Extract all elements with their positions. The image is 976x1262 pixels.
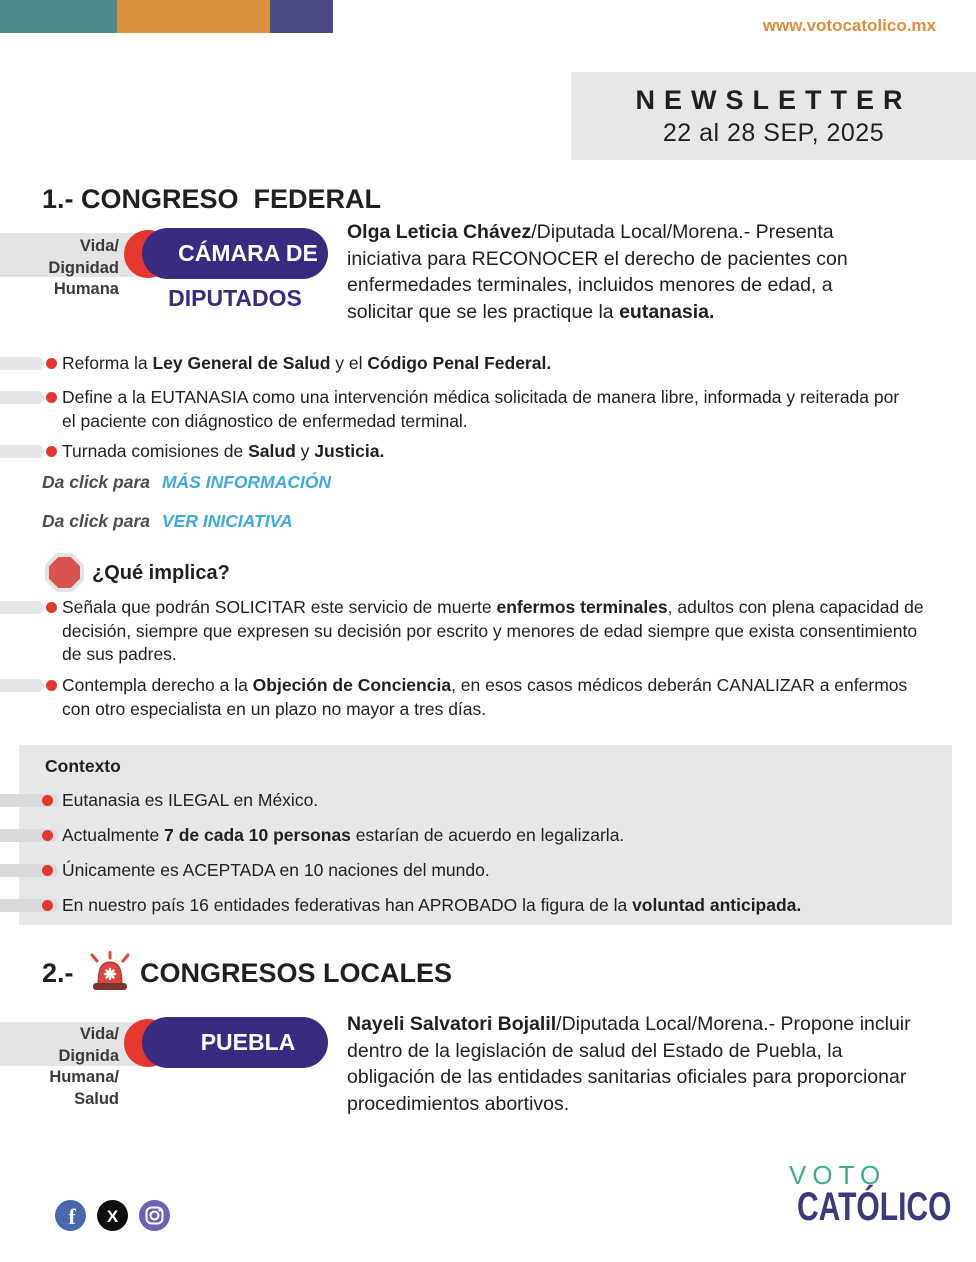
bullet-bar <box>0 391 44 404</box>
link-prefix: Da click para <box>42 511 150 531</box>
contexto-bullet <box>0 894 900 918</box>
facebook-icon[interactable] <box>55 1200 86 1231</box>
bullet-text: Eutanasia es ILEGAL en México. <box>62 790 319 810</box>
contexto-title: Contexto <box>45 756 121 776</box>
section1-heading: 1.- CONGRESO FEDERAL <box>42 184 382 214</box>
bullet-red-dot-icon <box>46 680 57 691</box>
mas-informacion-link[interactable]: MÁS INFORMACIÓN <box>161 472 332 492</box>
ver-iniciativa-link[interactable]: VER INICIATIVA <box>161 511 293 531</box>
state-pill: PUEBLA <box>142 1017 328 1068</box>
tag-line: Dignida <box>58 1046 119 1065</box>
que-implica-title: ¿Qué implica? <box>92 562 230 584</box>
topbar-orange-block <box>117 0 270 33</box>
bullet-red-dot-icon <box>46 358 57 369</box>
link-row <box>42 472 331 493</box>
tag-line: Vida/ <box>79 237 119 255</box>
chamber-pill-sublabel: DIPUTADOS <box>168 285 302 311</box>
bullet-text: Únicamente es ACEPTADA en 10 naciones del mundo. <box>62 860 490 880</box>
bullet-text: Actualmente 7 de cada 10 personas estarían de acuerdo en legalizarla. <box>62 825 625 845</box>
bullet-text: Define a la EUTANASIA como una intervención médica solicitada de manera libre, informada y reiterada por el paciente con diágnostico de enfermedad terminal. <box>62 387 900 431</box>
section2-intro-paragraph: Nayeli Salvatori Bojalil/Diputada Local/Morena.- Propone incluir dentro de la legislación de salud del Estado de Puebla, la obligación de las entidades sanitarias oficiales para proporcionar procedimientos abortivos. <box>347 1013 911 1115</box>
section1-intro-paragraph: Olga Leticia Chávez/Diputada Local/Morena.- Presenta iniciativa para RECONOCER el derecho de pacientes con enfermedades terminales, incluidos menores de edad, a solicitar que se les practique la eutanasia. <box>347 221 848 323</box>
tag-line: Salud <box>74 1089 119 1108</box>
bullet-red-dot-icon <box>46 446 57 457</box>
bullet-red-dot-icon <box>42 865 53 876</box>
bullet-text: Turnada comisiones de Salud y Justicia. <box>62 441 385 461</box>
contexto-bullet <box>0 789 900 813</box>
bullet-text: Señala que podrán SOLICITAR este servicio de muerte enfermos terminales, adultos con plena capacidad de decisión, siempre que expresen su decisión por escrito y menores de edad siempre que exista consentimiento de sus padres. <box>62 597 924 664</box>
section1-tag-label <box>0 236 119 301</box>
tag-line: Vida/ <box>79 1025 119 1043</box>
bullet-text: Reforma la Ley General de Salud y el Código Penal Federal. <box>62 353 552 373</box>
svg-text:X: X <box>106 1207 119 1226</box>
bullet-red-dot-icon <box>46 392 57 403</box>
instagram-icon[interactable] <box>139 1200 170 1231</box>
bullet-item <box>0 674 925 721</box>
bullet-item <box>0 352 940 376</box>
svg-text:f: f <box>68 1204 76 1229</box>
bullet-text: En nuestro país 16 entidades federativas han APROBADO la figura de la voluntad anticipada. <box>62 895 802 915</box>
bullet-item <box>0 596 925 667</box>
section2-tag-label <box>0 1024 119 1110</box>
bullet-item <box>0 440 940 464</box>
bullet-text: Contempla derecho a la Objeción de Conciencia, en esos casos médicos deberán CANALIZAR a enfermos con otro especialista en un plazo no mayor a tres días. <box>62 675 908 719</box>
bullet-item <box>0 386 900 433</box>
voto-catolico-logo-top: VOTO <box>789 1160 887 1190</box>
bullet-bar <box>0 357 44 370</box>
newsletter-title: NEWSLETTER <box>635 85 912 115</box>
chamber-pill: CÁMARA DE <box>142 228 328 279</box>
section2-heading-number: 2.- <box>42 958 74 988</box>
stop-octagon-icon <box>45 553 84 592</box>
bullet-bar <box>0 679 44 692</box>
bullet-bar <box>0 601 44 614</box>
voto-catolico-logo-bottom: CATÓLICO <box>797 1185 952 1229</box>
section2-heading: CONGRESOS LOCALES <box>140 958 453 988</box>
contexto-bullet <box>0 824 900 848</box>
link-row <box>42 511 293 532</box>
social-icons-row <box>55 1200 170 1231</box>
site-url-link[interactable]: www.votocatolico.mx <box>762 16 936 35</box>
newsletter-title-box <box>571 72 976 160</box>
newsletter-date-range: 22 al 28 SEP, 2025 <box>662 119 885 147</box>
police-light-icon <box>88 951 132 993</box>
bullet-red-dot-icon <box>46 602 57 613</box>
topbar-teal-block <box>0 0 117 33</box>
contexto-bullet <box>0 859 900 883</box>
bullet-red-dot-icon <box>42 900 53 911</box>
tag-line: Dignidad <box>48 258 119 277</box>
tag-line: Humana/ <box>49 1068 119 1086</box>
bullet-red-dot-icon <box>42 830 53 841</box>
topbar-purple-block <box>270 0 333 33</box>
x-icon[interactable] <box>97 1200 128 1231</box>
tag-line: Humana <box>53 280 119 298</box>
bullet-bar <box>0 445 44 458</box>
bullet-red-dot-icon <box>42 795 53 806</box>
link-prefix: Da click para <box>42 472 150 492</box>
